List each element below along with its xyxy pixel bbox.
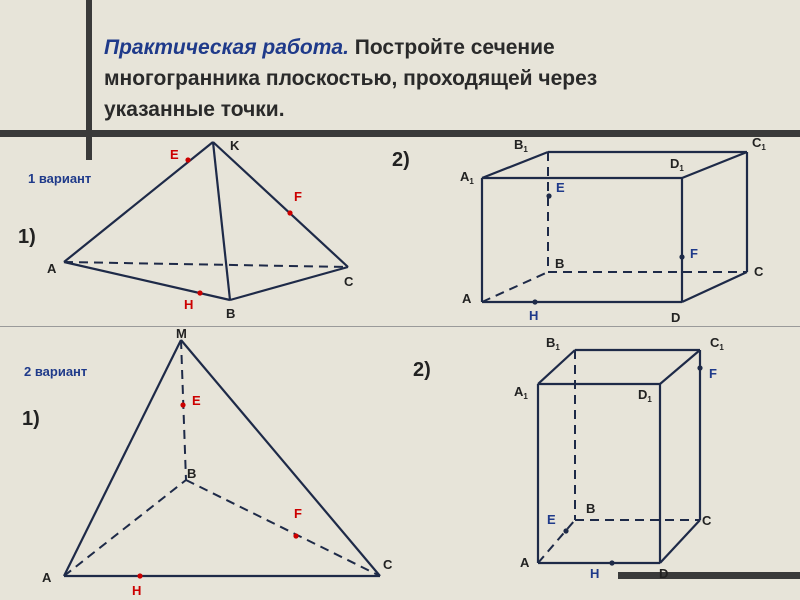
- point-E-label: E: [547, 512, 556, 527]
- vertex-B-label: B: [555, 256, 565, 271]
- vertex-A-label: A: [42, 570, 52, 585]
- variant-1-label: 1 вариант: [28, 171, 92, 186]
- point-E-dot: [180, 402, 185, 407]
- point-E-label: E: [192, 393, 201, 408]
- v1-pyramid: [47, 138, 354, 321]
- vertex-C1-label: $C_1$: [710, 335, 724, 352]
- point-F-label: F: [709, 366, 717, 381]
- vertex-A-label: A: [462, 291, 472, 306]
- vertex-B1-label: $B_1$: [514, 137, 528, 154]
- vertex-B-label: B: [226, 306, 236, 321]
- edge-KB: [213, 142, 230, 300]
- vertex-D1-label: $D_1$: [670, 156, 684, 173]
- vertex-M-label: M: [176, 326, 187, 341]
- vertex-K-label: K: [230, 138, 240, 153]
- vertex-A-label: A: [520, 555, 530, 570]
- edge-DC: [682, 272, 747, 302]
- point-H-label: H: [184, 297, 194, 312]
- edge-MB-hidden: [181, 340, 186, 480]
- point-E-label: E: [170, 147, 179, 162]
- point-F-label: F: [690, 246, 698, 261]
- edge-A1B1: [538, 350, 575, 384]
- point-H-dot: [609, 560, 614, 565]
- vertex-D1-label: $D_1$: [638, 387, 652, 404]
- point-E-dot: [546, 193, 551, 198]
- vertex-C-label: C: [383, 557, 393, 572]
- vertex-B1-label: $B_1$: [546, 335, 560, 352]
- vertex-D-label: D: [659, 566, 669, 581]
- edge-AB-hidden: [64, 480, 186, 576]
- v2-task2-number: 2): [413, 359, 431, 381]
- point-F-dot: [679, 254, 684, 259]
- edge-AB-hidden: [482, 272, 548, 302]
- vertex-B-label: B: [586, 501, 596, 516]
- vertex-A1-label: $A_1$: [514, 384, 528, 401]
- edge-DC: [660, 520, 700, 563]
- v2-task1-number: 1): [22, 408, 40, 430]
- point-H-dot: [532, 299, 537, 304]
- edge-AC-hidden: [64, 262, 348, 267]
- edge-C1D1: [682, 152, 747, 178]
- point-F-dot: [697, 365, 702, 370]
- vertex-C1-label: $C_1$: [752, 135, 766, 152]
- edge-KC: [213, 142, 348, 267]
- point-H-label: H: [590, 566, 600, 581]
- edge-C1D1: [660, 350, 700, 384]
- edge-BC: [230, 267, 348, 300]
- title-rest: Постройте сечение многогранника плоскостью, проходящей через указанные точки.: [104, 36, 598, 121]
- point-H-dot: [137, 573, 142, 578]
- point-F-label: F: [294, 189, 302, 204]
- variant-2-label: 2 вариант: [24, 364, 88, 379]
- vertex-A-label: A: [47, 261, 57, 276]
- point-H-label: H: [132, 583, 142, 598]
- vertex-A1-label: $A_1$: [460, 169, 474, 186]
- point-F-dot: [287, 210, 292, 215]
- v1-box: [460, 135, 766, 325]
- vertex-C-label: C: [754, 264, 764, 279]
- point-E-label: E: [556, 180, 565, 195]
- vertex-D-label: D: [671, 310, 681, 325]
- edge-AB: [64, 262, 230, 300]
- v2-pyramid: [42, 326, 393, 598]
- point-F-label: F: [294, 506, 302, 521]
- point-E-dot: [185, 157, 190, 162]
- point-H-dot: [197, 290, 202, 295]
- point-E-dot: [563, 528, 568, 533]
- edge-MC: [181, 340, 380, 576]
- title-lead: Практическая работа.: [104, 36, 349, 59]
- point-H-label: H: [529, 308, 539, 323]
- v1-task2-number: 2): [392, 149, 410, 171]
- edge-AB-hidden: [538, 520, 575, 563]
- v2-box: [514, 335, 724, 581]
- vertex-C-label: C: [702, 513, 712, 528]
- vertex-B-label: B: [187, 466, 197, 481]
- v1-task1-number: 1): [18, 226, 36, 248]
- point-F-dot: [293, 533, 298, 538]
- edge-BC-hidden: [186, 480, 380, 576]
- vertex-C-label: C: [344, 274, 354, 289]
- edge-A1B1: [482, 152, 548, 178]
- edge-KA: [64, 142, 213, 262]
